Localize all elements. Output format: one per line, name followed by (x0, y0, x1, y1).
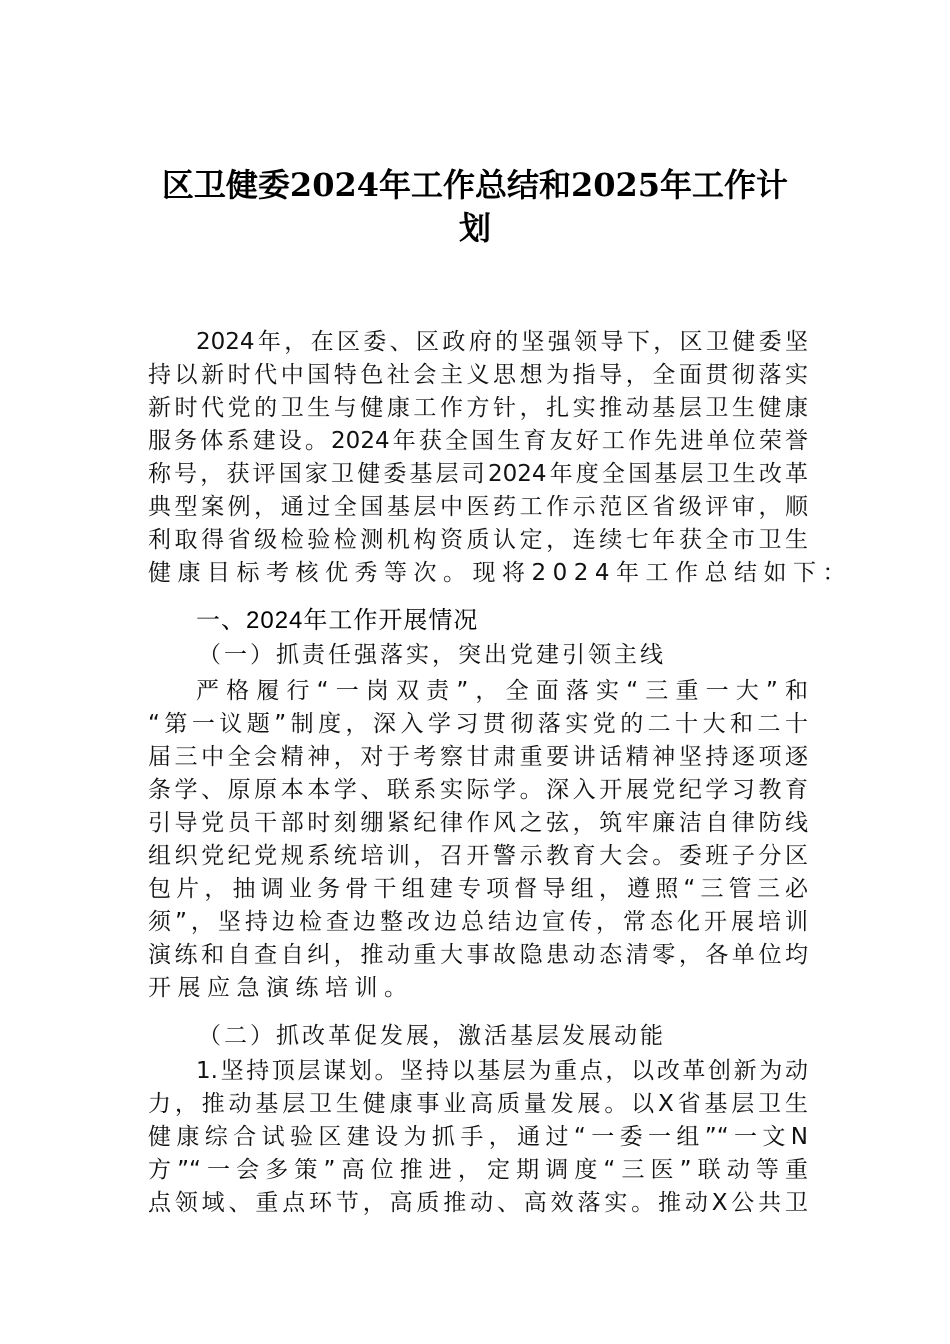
intro-line: 2024年，在区委、区政府的坚强领导下，区卫健委坚 (196, 329, 808, 355)
body-line: 组织党纪党规系统培训，召开警示教育大会。委班子分区 (148, 843, 808, 869)
body-line: 条学、原原本本学、联系实际学。深入开展党纪学习教育 (148, 777, 808, 803)
intro-line: 利取得省级检验检测机构资质认定，连续七年获全市卫生 (148, 527, 808, 553)
body-line: “第一议题”制度，深入学习贯彻落实党的二十大和二十 (148, 711, 808, 737)
body-line: 开展应急演练培训。 (148, 975, 414, 1001)
intro-line: 新时代党的卫生与健康工作方针，扎实推动基层卫生健康 (148, 395, 808, 421)
intro-line: 称号，获评国家卫健委基层司2024年度全国基层卫生改革 (148, 461, 808, 487)
body-line: 方”“一会多策”高位推进，定期调度“三医”联动等重 (148, 1157, 808, 1183)
body-line: 点领域、重点环节，高质推动、高效落实。推动X公共卫 (148, 1190, 808, 1216)
body-line: 包片，抽调业务骨干组建专项督导组，遵照“三管三必 (148, 876, 808, 902)
subsection-heading: （二）抓改革促发展，激活基层发展动能 (198, 1023, 666, 1049)
section-heading: 一、2024年工作开展情况 (196, 607, 479, 634)
body-line: 须”，坚持边检查边整改边总结边宣传，常态化开展培训 (148, 909, 808, 935)
intro-line: 典型案例，通过全国基层中医药工作示范区省级评审，顺 (148, 494, 808, 520)
body-line: 演练和自查自纠，推动重大事故隐患动态清零，各单位均 (148, 942, 808, 968)
intro-line: 健康目标考核优秀等次。现将2024年工作总结如下： (148, 560, 853, 586)
body-line: 引导党员干部时刻绷紧纪律作风之弦，筑牢廉洁自律防线 (148, 810, 808, 836)
subsection-heading: （一）抓责任强落实，突出党建引领主线 (198, 642, 666, 668)
body-line: 届三中全会精神，对于考察甘肃重要讲话精神坚持逐项逐 (148, 744, 808, 770)
document-title-line-2: 划 (458, 209, 491, 247)
body-line: 健康综合试验区建设为抓手，通过“一委一组”“一文N (148, 1124, 808, 1150)
intro-line: 持以新时代中国特色社会主义思想为指导，全面贯彻落实 (148, 362, 808, 388)
intro-line: 服务体系建设。2024年获全国生育友好工作先进单位荣誉 (148, 428, 808, 454)
body-line: 1.坚持顶层谋划。坚持以基层为重点，以改革创新为动 (196, 1058, 808, 1084)
body-line: 严格履行“一岗双责”，全面落实“三重一大”和 (196, 678, 808, 704)
document-title-line-1: 区卫健委2024年工作总结和2025年工作计 (161, 166, 789, 204)
body-line: 力，推动基层卫生健康事业高质量发展。以X省基层卫生 (148, 1091, 808, 1117)
